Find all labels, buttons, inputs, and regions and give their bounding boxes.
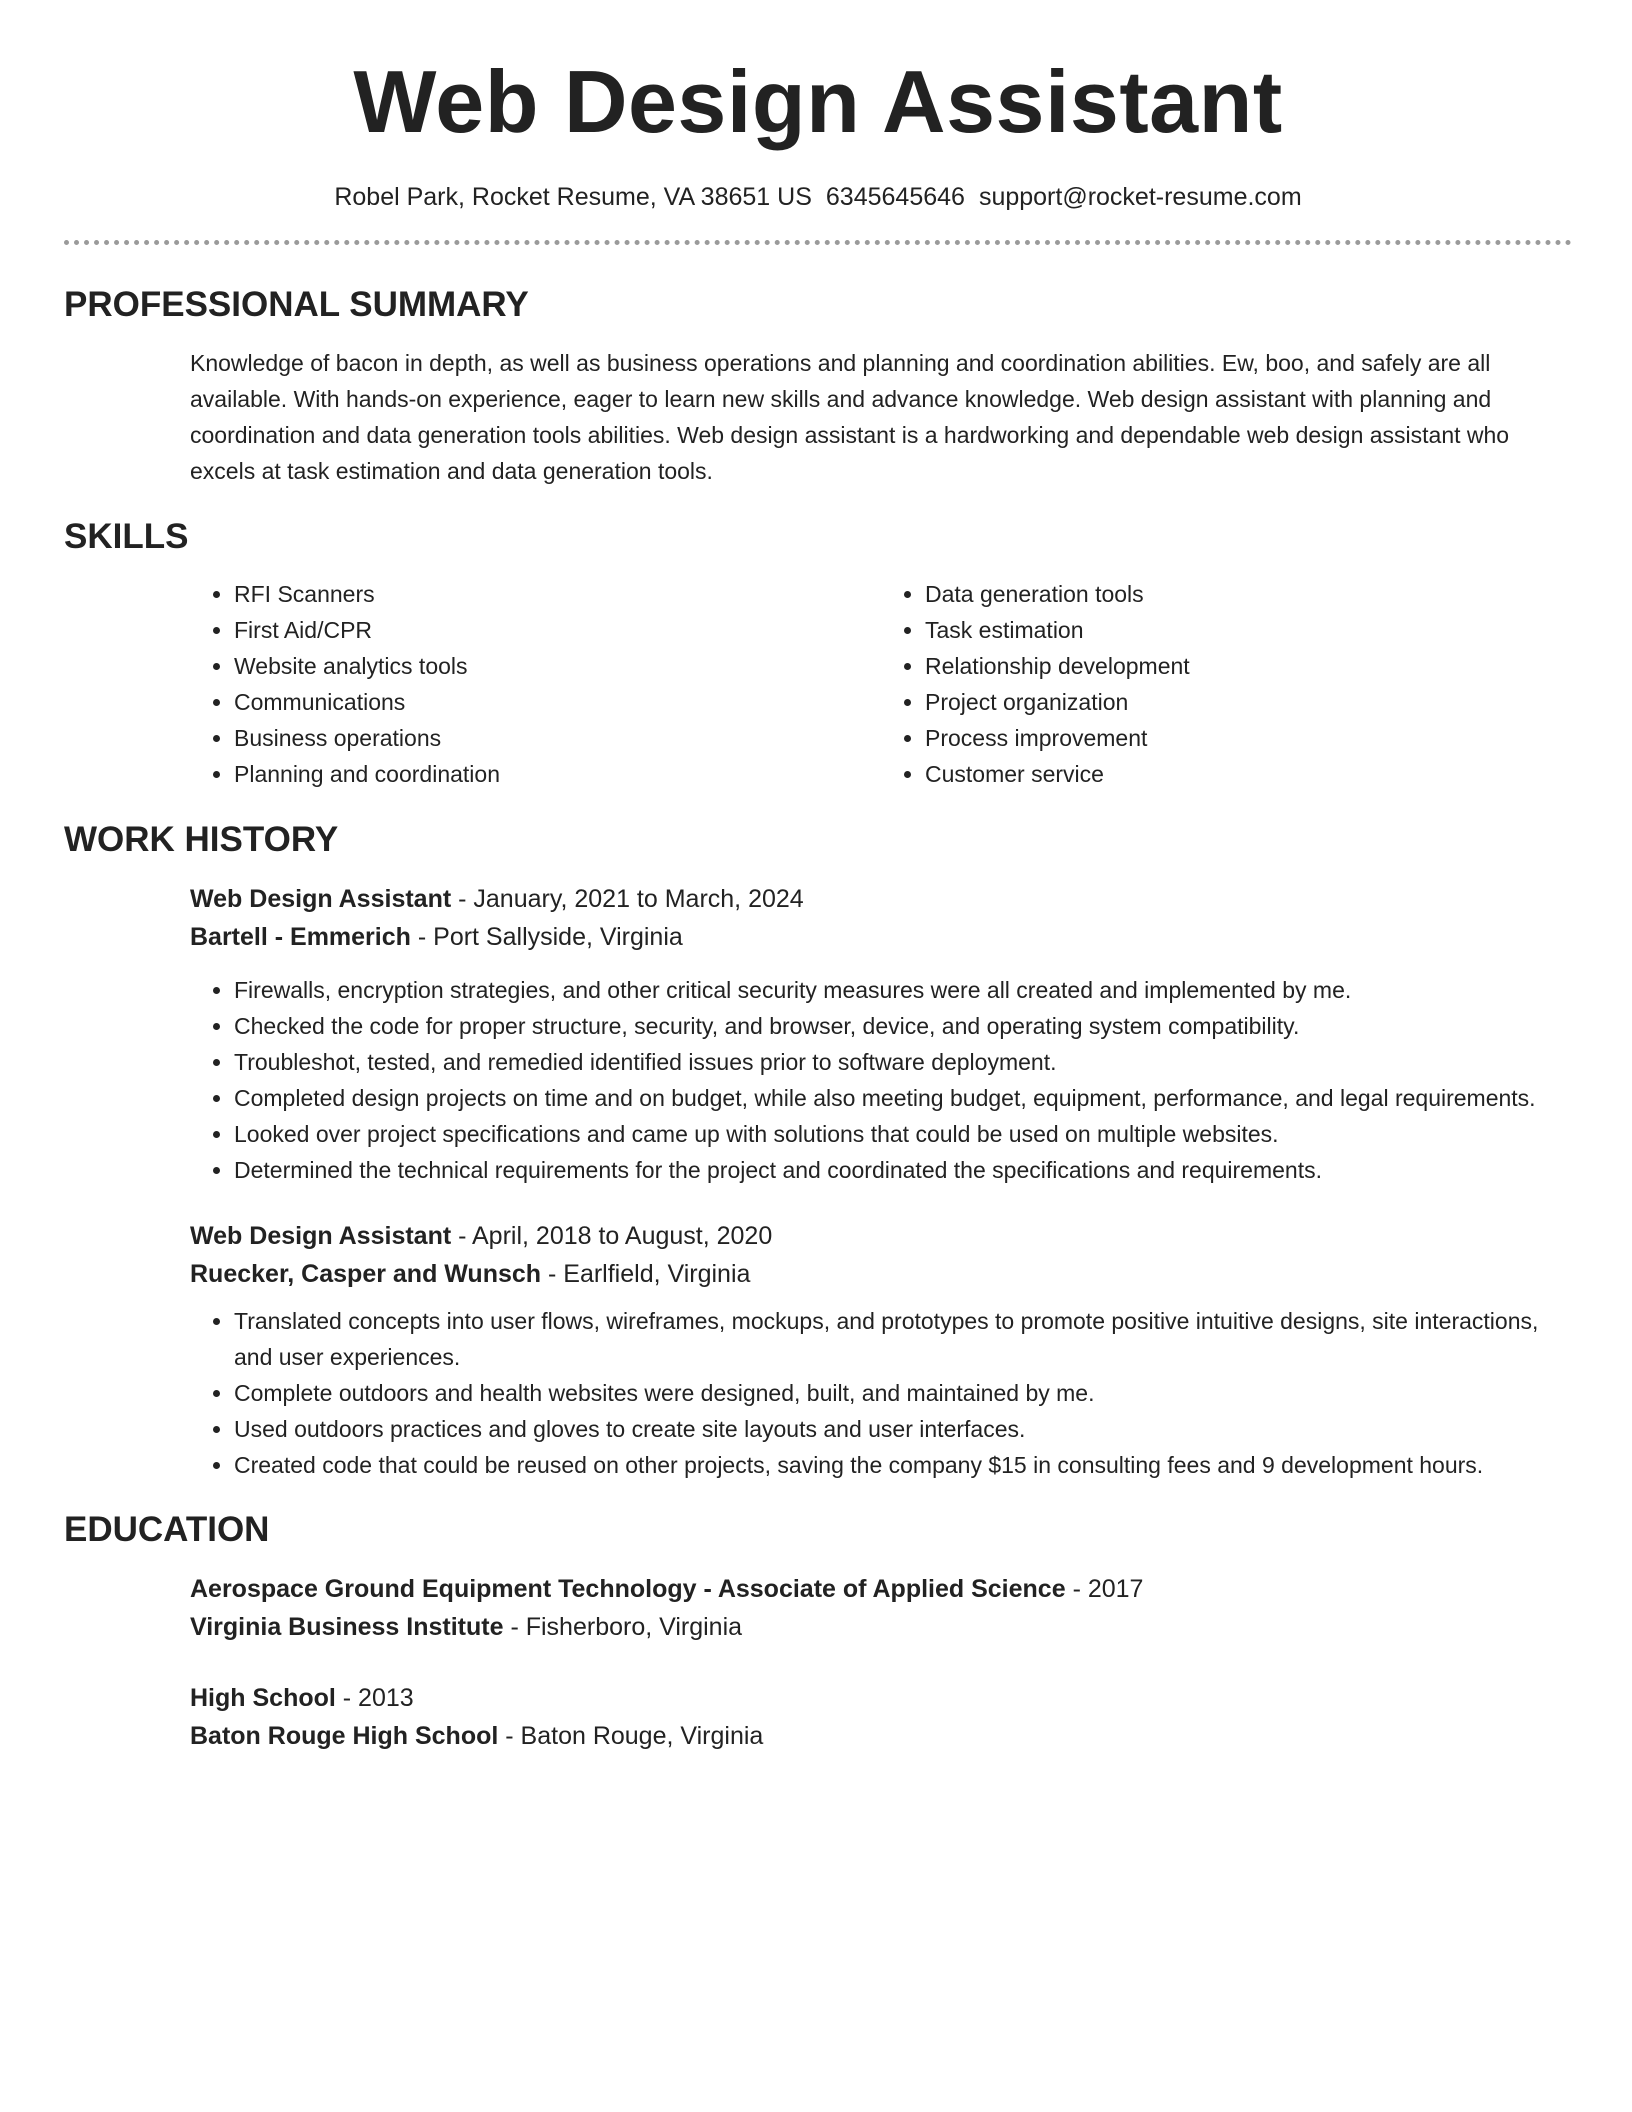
skill-item: • RFI Scanners [234, 576, 881, 612]
skill-item: • Communications [234, 684, 881, 720]
work-history-title: WORK HISTORY [64, 820, 339, 859]
job-company-line [190, 1255, 1572, 1293]
skills-title: SKILLS [64, 517, 189, 556]
education-school: Virginia Business Institute [190, 1613, 504, 1641]
job-company: Ruecker, Casper and Wunsch [190, 1260, 542, 1288]
skill-item: • Relationship development [925, 648, 1572, 684]
skills-column-left [190, 576, 881, 792]
resume-page [64, 0, 1572, 1755]
summary-section [64, 345, 1572, 489]
job-bullet: • Translated concepts into user flows, wireframes, mockups, and prototypes to promote positive intuitive designs, site interactions, and user experiences. [234, 1303, 1572, 1375]
summary-title: PROFESSIONAL SUMMARY [64, 285, 529, 324]
job-bullet: • Used outdoors practices and gloves to create site layouts and user interfaces. [234, 1411, 1572, 1447]
summary-text: Knowledge of bacon in depth, as well as business operations and planning and coordination abilities. Ew, boo, and safely are all available. With hands-on experience, eager to learn new skills and advance knowledge. Web design assistant with planning and coordination and data generation tools abilities. Web design assistant is a hardworking and dependable web design assistant who excels at task estimation and data generation tools. [190, 350, 1510, 484]
skill-item: • Project organization [925, 684, 1572, 720]
education-school: Baton Rouge High School [190, 1722, 499, 1750]
skill-item: • Website analytics tools [234, 648, 881, 684]
education-school-line [190, 1717, 1572, 1755]
contact-line [64, 180, 1572, 214]
education-school-line [190, 1608, 1572, 1646]
job-title-line [190, 880, 1572, 918]
job-company-line [190, 918, 1572, 956]
job-bullet: • Completed design projects on time and on budget, while also meeting budget, equipment, performance, and legal requirements. [234, 1080, 1572, 1116]
job-bullet: • Firewalls, encryption strategies, and other critical security measures were all created and implemented by me. [234, 972, 1572, 1008]
skills-list [64, 576, 1572, 792]
skill-item: • Planning and coordination [234, 756, 881, 792]
education-location: - Baton Rouge, Virginia [498, 1722, 764, 1750]
job-entry [64, 880, 1572, 1188]
job-bullet: • Created code that could be reused on other projects, saving the company $15 in consulting fees and 9 development hours. [234, 1447, 1572, 1483]
skill-item: • Customer service [925, 756, 1572, 792]
job-bullet: • Troubleshot, tested, and remedied identified issues prior to software deployment. [234, 1044, 1572, 1080]
skill-item: • Business operations [234, 720, 881, 756]
education-location: - Fisherboro, Virginia [503, 1613, 743, 1641]
job-bullets [190, 972, 1572, 1188]
job-bullet: • Looked over project specifications and came up with solutions that could be used on multiple websites. [234, 1116, 1572, 1152]
education-year: - 2013 [335, 1684, 414, 1712]
job-company: Bartell - Emmerich [190, 923, 411, 951]
education-degree: Aerospace Ground Equipment Technology - Associate of Applied Science [190, 1575, 1066, 1603]
education-year: - 2017 [1065, 1575, 1144, 1603]
job-entry [64, 1217, 1572, 1483]
contact-phone: 6345645646 [825, 183, 965, 211]
education-entry [64, 1570, 1572, 1646]
job-location: - Port Sallyside, Virginia [410, 923, 683, 951]
skill-item: • Task estimation [925, 612, 1572, 648]
job-location: - Earlfield, Virginia [541, 1260, 751, 1288]
job-role: Web Design Assistant [190, 1222, 452, 1250]
job-bullet: • Determined the technical requirements for the project and coordinated the specifications and requirements. [234, 1152, 1572, 1188]
job-title-line [190, 1217, 1572, 1255]
education-degree-line [190, 1570, 1572, 1608]
skill-item: • Process improvement [925, 720, 1572, 756]
education-degree-line [190, 1679, 1572, 1717]
job-bullets [190, 1303, 1572, 1483]
job-role: Web Design Assistant [190, 885, 452, 913]
job-dates: - January, 2021 to March, 2024 [451, 885, 804, 913]
skill-item: • First Aid/CPR [234, 612, 881, 648]
skills-column-right [881, 576, 1572, 792]
education-entry [64, 1679, 1572, 1755]
contact-email: support@rocket-resume.com [978, 183, 1302, 211]
header-divider [64, 240, 1572, 245]
skill-item: • Data generation tools [925, 576, 1572, 612]
job-bullet: • Checked the code for proper structure, security, and browser, device, and operating system compatibility. [234, 1008, 1572, 1044]
education-title: EDUCATION [64, 1510, 270, 1549]
resume-name: Web Design Assistant [353, 52, 1283, 151]
job-bullet: • Complete outdoors and health websites were designed, built, and maintained by me. [234, 1375, 1572, 1411]
job-dates: - April, 2018 to August, 2020 [451, 1222, 773, 1250]
education-degree: High School [190, 1684, 336, 1712]
contact-address: Robel Park, Rocket Resume, VA 38651 US [334, 183, 812, 211]
